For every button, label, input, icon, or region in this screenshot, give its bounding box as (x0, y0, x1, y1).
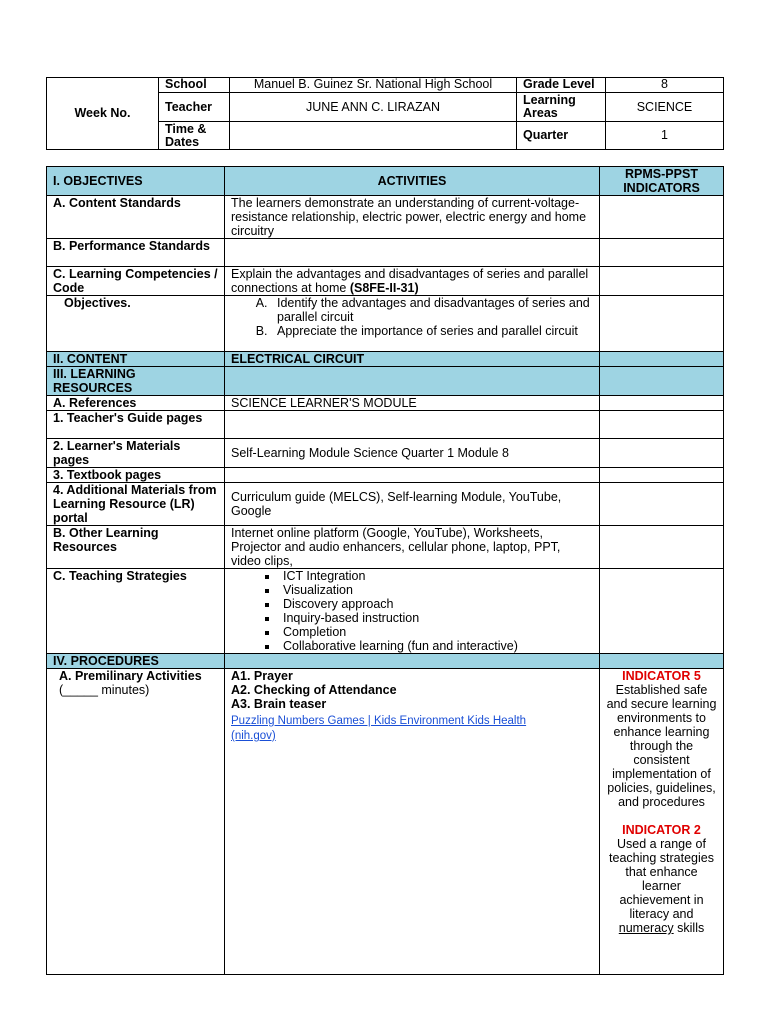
strategy-item: ▪ ICT Integration (279, 569, 593, 583)
learning-competencies-indicator (600, 267, 724, 296)
performance-standards-indicator (600, 239, 724, 267)
quarter-label: Quarter (517, 122, 606, 150)
learning-resources-heading: III. LEARNING RESOURCES (47, 367, 225, 396)
teaching-strategies-list (231, 569, 593, 653)
activities-heading: ACTIVITIES (225, 167, 600, 196)
learning-competencies-value (225, 267, 600, 296)
textbook-indicator (600, 468, 724, 483)
objectives-heading: I. OBJECTIVES (47, 167, 225, 196)
textbook-value (225, 468, 600, 483)
preliminary-activities-cell (225, 669, 600, 975)
teaching-strategies-indicator (600, 569, 724, 654)
additional-materials-indicator (600, 483, 724, 526)
references-indicator (600, 396, 724, 411)
procedures-value (225, 654, 600, 669)
content-standards-indicator (600, 196, 724, 239)
learning-resources-value (225, 367, 600, 396)
learning-resources-indicator (600, 367, 724, 396)
minutes-blank: (_____ minutes) (59, 683, 150, 697)
other-resources-value: Internet online platform (Google, YouTube), Worksheets, Projector and audio enhancers, cellular phone, laptop, PPT, video clips, (225, 526, 600, 569)
objectives-indicator (600, 296, 724, 352)
teachers-guide-indicator (600, 411, 724, 439)
content-value: ELECTRICAL CIRCUIT (225, 352, 600, 367)
indicator-2-title: INDICATOR 2 (622, 823, 701, 837)
teaching-strategies-cell (225, 569, 600, 654)
objective-item: A. Identify the advantages and disadvantages of series and parallel circuit (271, 296, 593, 324)
learning-competencies-text-value: Explain the advantages and disadvantages of series and parallel connections at home (231, 267, 589, 295)
indicator-2-text (606, 837, 717, 935)
activity-prayer: A1. Prayer (231, 669, 293, 683)
time-dates-value (230, 122, 517, 150)
indicators-cell (600, 669, 724, 975)
week-no-label: Week No. (47, 78, 159, 150)
objectives-list-cell (225, 296, 600, 352)
learners-materials-label: 2. Learner's Materials pages (47, 439, 225, 468)
preliminary-activities-label-cell (47, 669, 225, 975)
teachers-guide-value (225, 411, 600, 439)
learning-competencies-code: (S8FE-II-31) (349, 281, 419, 295)
strategy-item: ▪ Visualization (279, 583, 593, 597)
school-label: School (159, 78, 230, 93)
indicator-2-text-before: Used a range of teaching strategies that enhance learner achievement in literacy and (609, 837, 714, 921)
objectives-label: Objectives. (47, 296, 225, 352)
strategy-item: ▪ Completion (279, 625, 593, 639)
textbook-label: 3. Textbook pages (47, 468, 225, 483)
content-indicator (600, 352, 724, 367)
grade-level-label: Grade Level (517, 78, 606, 93)
procedures-indicator (600, 654, 724, 669)
strategy-item: ▪ Inquiry-based instruction (279, 611, 593, 625)
content-standards-value: The learners demonstrate an understanding of current-voltage-resistance relationship, electric power, electric energy and home circuitry (225, 196, 600, 239)
content-heading: II. CONTENT (47, 352, 225, 367)
indicator-2-underlined: numeracy (618, 921, 674, 935)
school-value: Manuel B. Guinez Sr. National High School (230, 78, 517, 93)
indicator-5-title: INDICATOR 5 (622, 669, 701, 683)
teacher-label: Teacher (159, 93, 230, 122)
procedures-heading: IV. PROCEDURES (47, 654, 225, 669)
references-value: SCIENCE LEARNER'S MODULE (225, 396, 600, 411)
learning-areas-label: Learning Areas (517, 93, 606, 122)
puzzling-numbers-link[interactable]: Puzzling Numbers Games | Kids Environment Kids Health (nih.gov) (231, 715, 527, 742)
grade-level-value: 8 (606, 78, 724, 93)
other-resources-label: B. Other Learning Resources (47, 526, 225, 569)
teacher-value: JUNE ANN C. LIRAZAN (230, 93, 517, 122)
header-table (46, 77, 724, 150)
additional-materials-label: 4. Additional Materials from Learning Resource (LR) portal (47, 483, 225, 526)
references-label: A. References (47, 396, 225, 411)
strategy-item: ▪ Collaborative learning (fun and interactive) (279, 639, 593, 653)
teaching-strategies-label: C. Teaching Strategies (47, 569, 225, 654)
learners-materials-indicator (600, 439, 724, 468)
indicator-5-text: Established safe and secure learning environments to enhance learning through the consistent implementation of policies, guidelines, and procedures (606, 683, 717, 809)
objectives-list (231, 296, 593, 338)
indicator-2-text-after: skills (677, 921, 705, 935)
content-standards-label: A. Content Standards (47, 196, 225, 239)
learning-competencies-label (47, 267, 225, 296)
time-dates-label: Time & Dates (159, 122, 230, 150)
lesson-plan-table (46, 166, 724, 975)
learning-areas-value: SCIENCE (606, 93, 724, 122)
preliminary-activities-label: A. Premilinary Activities (59, 669, 202, 683)
performance-standards-value (225, 239, 600, 267)
strategy-item: ▪ Discovery approach (279, 597, 593, 611)
other-resources-indicator (600, 526, 724, 569)
learning-competencies-text: C. Learning Competencies / Code (53, 267, 218, 295)
activity-attendance: A2. Checking of Attendance (231, 683, 397, 697)
quarter-value: 1 (606, 122, 724, 150)
teachers-guide-label: 1. Teacher's Guide pages (47, 411, 225, 439)
indicators-heading: RPMS-PPST INDICATORS (600, 167, 724, 196)
learners-materials-value: Self-Learning Module Science Quarter 1 Module 8 (225, 439, 600, 468)
activity-brain-teaser: A3. Brain teaser (231, 697, 327, 711)
additional-materials-value: Curriculum guide (MELCS), Self-learning Module, YouTube, Google (225, 483, 600, 526)
performance-standards-label: B. Performance Standards (47, 239, 225, 267)
objective-item: B. Appreciate the importance of series and parallel circuit (271, 324, 593, 338)
